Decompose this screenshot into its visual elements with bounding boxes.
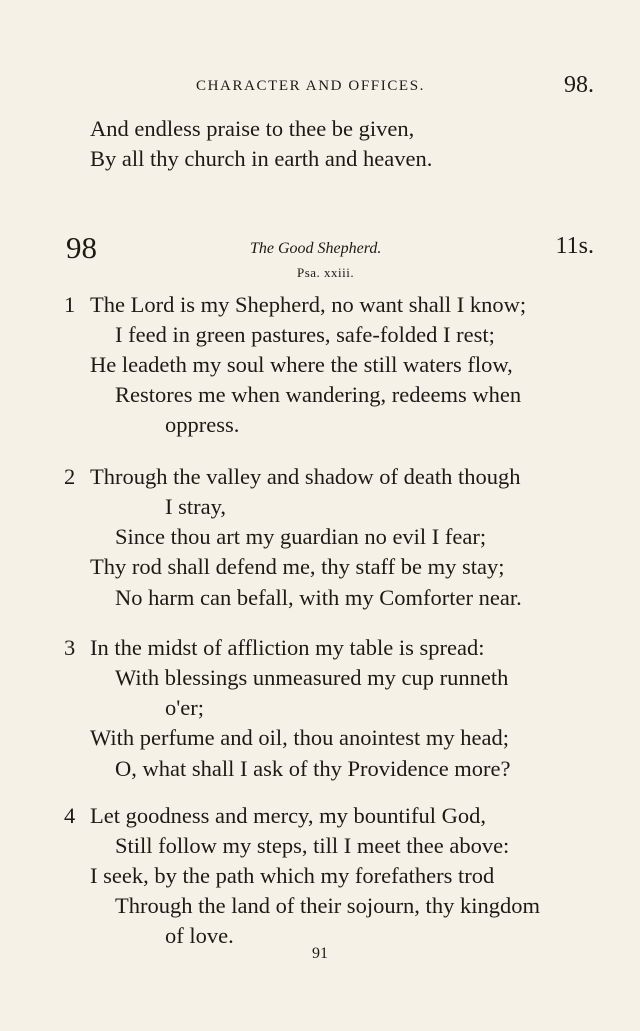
verse-line: In the midst of affliction my table is spread: [90,635,485,660]
verse-line: With perfume and oil, thou anointest my head; [90,725,509,750]
running-head-title: CHARACTER AND OFFICES. [196,78,425,94]
verse-line: o'er; [165,695,205,720]
running-head-page-ref: 98. [564,72,594,98]
verse-line: Still follow my steps, till I meet thee above: [115,833,510,858]
verse-line: O, what shall I ask of thy Providence more? [115,756,511,781]
verse-line: oppress. [165,412,240,437]
verse-line: With blessings unmeasured my cup runneth [115,665,509,690]
verse-line: The Lord is my Shepherd, no want shall I know; [90,292,527,317]
verse-line: He leadeth my soul where the still waters flow, [90,352,513,377]
scripture-reference: Psa. xxiii. [297,265,355,280]
verse-line: Thy rod shall defend me, thy staff be my stay; [90,554,505,579]
verse-line: And endless praise to thee be given, [90,116,415,141]
verse-line: Since thou art my guardian no evil I fear; [115,524,487,549]
verse-line: I feed in green pastures, safe-folded I rest; [115,322,495,347]
page-number: 91 [312,945,328,962]
hymn-meter: 11s. [555,233,594,259]
verse-line: Through the valley and shadow of death though [90,464,521,489]
verse-line: No harm can befall, with my Comforter near. [115,585,522,610]
verse-line: Restores me when wandering, redeems when [115,382,522,407]
hymn-title: The Good Shepherd. [250,240,382,257]
stanza-number: 2 [64,464,76,489]
verse-line: of love. [165,923,234,948]
verse-line: Let goodness and mercy, my bountiful God, [90,803,486,828]
stanza-number: 3 [64,635,76,660]
stanza-number: 4 [64,803,76,828]
stanza-number: 1 [64,292,76,317]
hymn-number: 98 [66,230,97,265]
verse-line: By all thy church in earth and heaven. [90,146,433,171]
running-head [0,74,640,102]
verse-line: Through the land of their sojourn, thy kingdom [115,893,540,918]
verse-line: I stray, [165,494,227,519]
verse-line: I seek, by the path which my forefathers trod [90,863,495,888]
